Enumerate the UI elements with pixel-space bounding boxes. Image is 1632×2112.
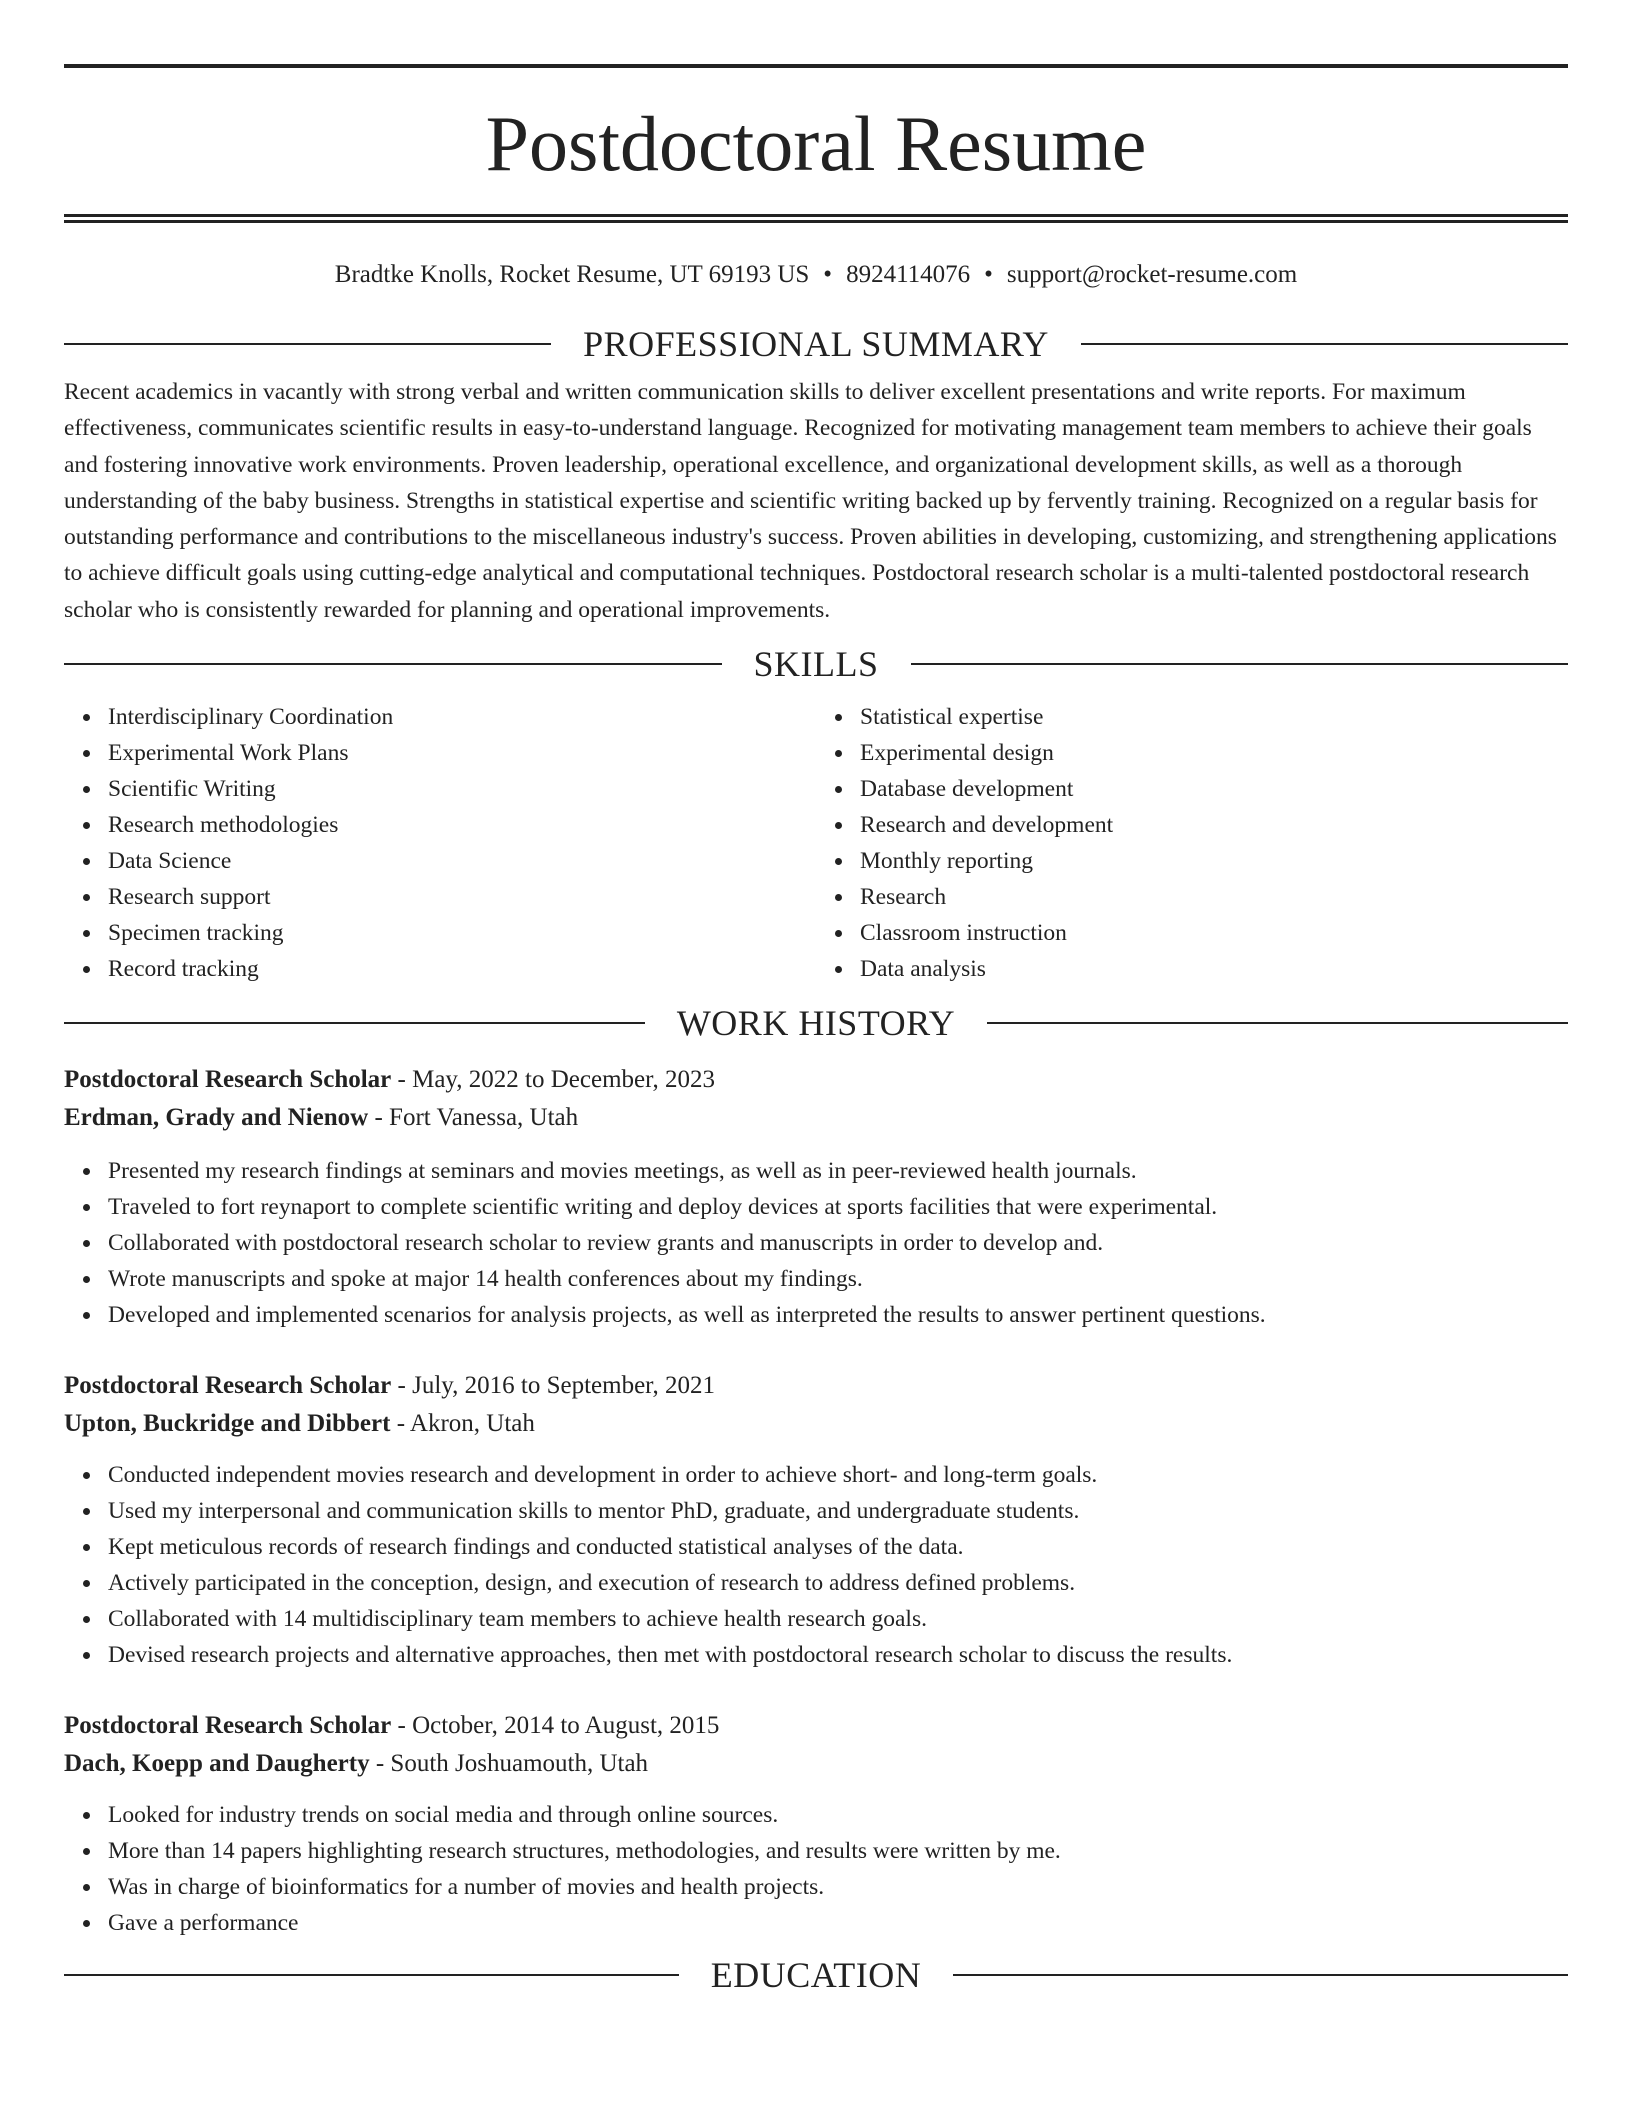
skill-item: Classroom instruction <box>860 915 1568 951</box>
skill-item: Data Science <box>108 843 816 879</box>
section-title-work: WORK HISTORY <box>676 1003 956 1044</box>
job-location: - South Joshuamouth, Utah <box>369 1750 649 1778</box>
job-location: - Fort Vanessa, Utah <box>368 1104 579 1132</box>
resume-page <box>64 64 1568 1995</box>
job-entry <box>64 1367 1568 1673</box>
skill-item: Research methodologies <box>108 807 816 843</box>
job-duties <box>64 1153 1568 1333</box>
duty-item: Conducted independent movies research and development in order to achieve short- and long-term goals. <box>108 1457 1568 1493</box>
skill-item: Scientific Writing <box>108 771 816 807</box>
job-title: Postdoctoral Research Scholar <box>64 1066 392 1094</box>
duty-item: Presented my research findings at seminars and movies meetings, as well as in peer-reviewed health journals. <box>108 1153 1568 1189</box>
job-dates: - May, 2022 to December, 2023 <box>391 1066 715 1094</box>
job-duties <box>64 1797 1568 1941</box>
job-dates: - July, 2016 to September, 2021 <box>391 1372 715 1400</box>
skill-item: Research <box>860 879 1568 915</box>
skills-list <box>64 699 1568 987</box>
heading-rule <box>64 343 551 345</box>
section-heading-skills <box>64 644 1568 684</box>
contact-separator: • <box>984 261 993 288</box>
summary-paragraph: Recent academics in vacantly with strong verbal and written communication skills to deliver excellent presentations and write reports. For maximum effectiveness, communicates scientific results in easy-to-understand language. Recognized for motivating management team members to achieve their goals and fostering innovative work environments. Proven leadership, operational excellence, and organizational development skills, as well as a thorough understanding of the baby business. Strengths in statistical expertise and scientific writing backed up by fervently training. Recognized on a regular basis for outstanding performance and contributions to the miscellaneous industry's success. Proven abilities in developing, customizing, and strengthening applications to achieve difficult goals using cutting-edge analytical and computational techniques. Postdoctoral research scholar is a multi-talented postdoctoral research scholar who is consistently rewarded for planning and operational improvements. <box>64 379 1557 623</box>
contact-separator: • <box>823 261 833 288</box>
duty-item: Collaborated with postdoctoral research scholar to review grants and manuscripts in order to develop and. <box>108 1225 1568 1261</box>
section-title-skills: SKILLS <box>753 644 879 685</box>
section-heading-work <box>64 1003 1568 1043</box>
section-heading-education <box>64 1955 1568 1995</box>
job-company: Upton, Buckridge and Dibbert <box>64 1410 391 1438</box>
contact-line <box>64 259 1568 291</box>
section-heading-summary <box>64 324 1568 364</box>
contact-phone: 8924114076 <box>846 261 971 288</box>
heading-rule <box>64 1022 645 1024</box>
duty-item: Looked for industry trends on social media and through online sources. <box>108 1797 1568 1833</box>
skill-item: Experimental Work Plans <box>108 735 816 771</box>
duty-item: Developed and implemented scenarios for analysis projects, as well as interpreted the results to answer pertinent questions. <box>108 1297 1568 1333</box>
job-dates: - October, 2014 to August, 2015 <box>391 1712 720 1740</box>
skill-item: Experimental design <box>860 735 1568 771</box>
job-company: Dach, Koepp and Daugherty <box>64 1750 370 1778</box>
skill-item: Data analysis <box>860 951 1568 987</box>
page-title: Postdoctoral Resume <box>485 100 1147 187</box>
job-location: - Akron, Utah <box>390 1410 535 1438</box>
job-title-line <box>64 1061 1568 1099</box>
duty-item: Was in charge of bioinformatics for a number of movies and health projects. <box>108 1869 1568 1905</box>
section-title-education: EDUCATION <box>710 1955 922 1996</box>
heading-rule <box>911 663 1569 665</box>
top-rule <box>64 64 1568 68</box>
skill-item: Specimen tracking <box>108 915 816 951</box>
job-entry <box>64 1061 1568 1333</box>
job-company-line <box>64 1099 1568 1137</box>
contact-address: Bradtke Knolls, Rocket Resume, UT 69193 US <box>334 261 810 288</box>
duty-item: Devised research projects and alternative approaches, then met with postdoctoral research scholar to discuss the results. <box>108 1637 1568 1673</box>
skill-item: Statistical expertise <box>860 699 1568 735</box>
skills-column-right <box>816 699 1568 987</box>
job-title: Postdoctoral Research Scholar <box>64 1372 392 1400</box>
skill-item: Record tracking <box>108 951 816 987</box>
job-title: Postdoctoral Research Scholar <box>64 1712 392 1740</box>
skills-column-left <box>64 699 816 987</box>
heading-rule <box>64 663 722 665</box>
heading-rule <box>1081 343 1568 345</box>
section-title-summary: PROFESSIONAL SUMMARY <box>583 324 1049 364</box>
heading-rule <box>987 1022 1568 1024</box>
heading-rule <box>953 1974 1568 1976</box>
duty-item: Used my interpersonal and communication skills to mentor PhD, graduate, and undergraduate students. <box>108 1493 1568 1529</box>
job-entry <box>64 1707 1568 1941</box>
skill-item: Monthly reporting <box>860 843 1568 879</box>
skill-item: Interdisciplinary Coordination <box>108 699 816 735</box>
skill-item: Database development <box>860 771 1568 807</box>
duty-item: Gave a performance <box>108 1905 1568 1941</box>
title-double-rule <box>64 214 1568 223</box>
job-title-line <box>64 1367 1568 1405</box>
job-company-line <box>64 1745 1568 1783</box>
job-company: Erdman, Grady and Nienow <box>64 1104 369 1132</box>
duty-item: Wrote manuscripts and spoke at major 14 health conferences about my findings. <box>108 1261 1568 1297</box>
heading-rule <box>64 1974 679 1976</box>
skill-item: Research support <box>108 879 816 915</box>
contact-email: support@rocket-resume.com <box>1006 261 1298 288</box>
job-duties <box>64 1457 1568 1673</box>
job-title-line <box>64 1707 1568 1745</box>
duty-item: Traveled to fort reynaport to complete scientific writing and deploy devices at sports facilities that were experimental. <box>108 1189 1568 1225</box>
job-company-line <box>64 1405 1568 1443</box>
duty-item: Actively participated in the conception, design, and execution of research to address defined problems. <box>108 1565 1568 1601</box>
duty-item: Kept meticulous records of research findings and conducted statistical analyses of the data. <box>108 1529 1568 1565</box>
duty-item: More than 14 papers highlighting research structures, methodologies, and results were written by me. <box>108 1833 1568 1869</box>
duty-item: Collaborated with 14 multidisciplinary team members to achieve health research goals. <box>108 1601 1568 1637</box>
skill-item: Research and development <box>860 807 1568 843</box>
